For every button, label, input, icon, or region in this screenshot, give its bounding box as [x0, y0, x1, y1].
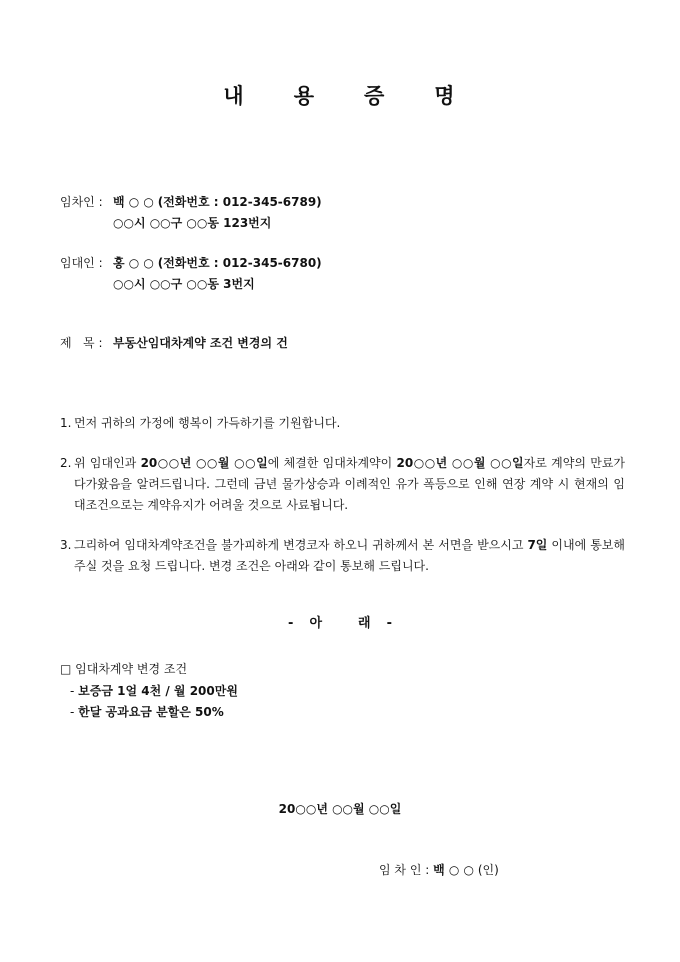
condition-item: - 보증금 1얼 4천 / 월 200만원: [70, 684, 238, 698]
title-char: 증: [364, 84, 387, 108]
subject-value: 부동산임대차계약 조건 변경의 건: [113, 336, 288, 350]
lessor-phone: (전화번호 : 012-345-6780): [157, 256, 322, 270]
lessor-info: [113, 254, 322, 271]
deadline-days: 7일: [527, 538, 548, 552]
paragraph-text: 위 임대인과 20○○년 ○○월 ○○일에 체결한 임대차계약이 20○○년 ○○월 ○○일자로 계약의 만료가 다가왔음을 알려드립니다. 그런데 금년 물가상승과 이례적인 유가 폭등으로 인해 연장 계약 시 현재의 임대조건으로는 계약유지가 어려울 것으로 사료됩니다.: [74, 456, 626, 512]
seal-mark: (인): [477, 863, 499, 877]
condition-item: - 한달 공과요금 분할은 50%: [70, 705, 224, 719]
paragraph-2: [60, 453, 625, 516]
signature-label: 임 차 인 :: [379, 863, 430, 877]
title-char: 용: [293, 84, 316, 108]
lessor-address: ○○시 ○○구 ○○동 3번지: [113, 277, 255, 291]
below-heading: - 아 래 -: [288, 616, 392, 631]
paragraph-number: 1.: [60, 416, 72, 430]
signature-line: [379, 861, 499, 878]
paragraph-text: 먼저 귀하의 가정에 행복이 가득하기를 기원합니다.: [74, 416, 341, 430]
expiry-date: 20○○년 ○○월 ○○일: [396, 456, 524, 470]
contract-date: 20○○년 ○○월 ○○일: [140, 456, 268, 470]
document-date: 20○○년 ○○월 ○○일: [278, 802, 402, 816]
document-title: [0, 80, 680, 110]
paragraph-number: 3.: [60, 538, 72, 552]
signature-name: 백 ○ ○: [433, 863, 474, 877]
title-char: 내: [223, 84, 246, 108]
lessor-label: 임대인 :: [60, 256, 103, 270]
lessor-name: 홍 ○ ○: [113, 256, 154, 270]
subject-label: 제 목 :: [60, 336, 103, 350]
paragraph-3: [60, 535, 625, 577]
lessee-address: ○○시 ○○구 ○○동 123번지: [113, 216, 272, 230]
paragraph-1: [60, 413, 625, 434]
lessee-info: [113, 193, 322, 210]
conditions-header: □ 임대차계약 변경 조건: [60, 662, 188, 676]
lessee-name: 백 ○ ○: [113, 195, 154, 209]
lessee-label: 임차인 :: [60, 195, 103, 209]
lessee-phone: (전화번호 : 012-345-6789): [157, 195, 322, 209]
paragraph-number: 2.: [60, 456, 72, 470]
title-char: 명: [434, 84, 457, 108]
paragraph-text: 그리하여 임대차계약조건을 불가피하게 변경코자 하오니 귀하께서 본 서면을 받으시고 7일 이내에 통보해 주실 것을 요청 드립니다. 변경 조건은 아래와 같이 통보해 드립니다.: [74, 538, 625, 573]
